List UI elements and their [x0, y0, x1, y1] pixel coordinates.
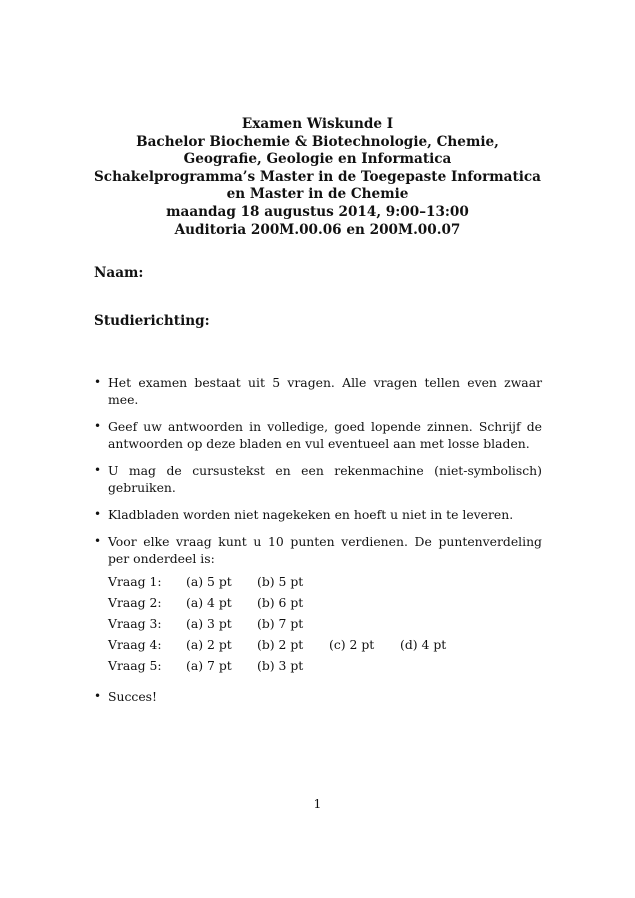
points-row [108, 573, 460, 594]
instructions-list [94, 374, 542, 715]
points-row [108, 615, 460, 636]
bullet-icon: • [94, 375, 102, 389]
header-line: maandag 18 augustus 2014, 9:00–13:00 [166, 203, 469, 220]
part-points [400, 573, 460, 594]
header-line: Auditoria 200M.00.06 en 200M.00.07 [174, 221, 461, 238]
bullet-icon: • [94, 463, 102, 477]
part-points [400, 657, 460, 678]
header-line: en Master in de Chemie [226, 186, 409, 203]
part-points [329, 615, 400, 636]
points-row [108, 657, 460, 678]
bullet-icon: • [94, 689, 102, 703]
points-row [108, 636, 460, 657]
points-table [108, 573, 460, 678]
instruction-item [94, 374, 542, 408]
part-points [329, 657, 400, 678]
part-points: (d) 4 pt [400, 637, 447, 652]
instruction-text: Kladbladen worden niet nagekeken en hoeft u niet in te leveren. [108, 507, 514, 522]
instruction-item [94, 418, 542, 452]
part-points [329, 573, 400, 594]
part-points: (b) 2 pt [257, 637, 304, 652]
part-points: (b) 3 pt [257, 658, 304, 673]
part-points: (a) 4 pt [186, 595, 232, 610]
part-points: (b) 5 pt [257, 574, 304, 589]
part-points: (a) 2 pt [186, 637, 232, 652]
part-points [400, 594, 460, 615]
part-points [329, 594, 400, 615]
bullet-icon: • [94, 419, 102, 433]
points-row [108, 594, 460, 615]
bullet-icon: • [94, 534, 102, 548]
part-points [400, 615, 460, 636]
instruction-text: Geef uw antwoorden in volledige, goed lopende zinnen. Schrijf de antwoorden op deze bladen en vul eventueel aan met losse bladen. [108, 419, 542, 451]
instruction-item [94, 533, 542, 678]
part-points: (a) 7 pt [186, 658, 232, 673]
part-points: (a) 5 pt [186, 574, 232, 589]
name-label: Naam: [94, 265, 144, 281]
page-number: 1 [313, 796, 322, 811]
instruction-item [94, 506, 542, 523]
question-label: Vraag 3: [108, 616, 162, 631]
part-points: (b) 7 pt [257, 616, 304, 631]
header-line: Geografie, Geologie en Informatica [183, 151, 452, 168]
question-label: Vraag 5: [108, 658, 162, 673]
exam-header [0, 116, 635, 239]
part-points: (a) 3 pt [186, 616, 232, 631]
part-points: (c) 2 pt [329, 637, 375, 652]
question-label: Vraag 4: [108, 637, 162, 652]
instruction-text: Voor elke vraag kunt u 10 punten verdienen. De puntenverdeling per onderdeel is: [108, 534, 542, 566]
study-program-label: Studierichting: [94, 313, 210, 329]
part-points: (b) 6 pt [257, 595, 304, 610]
instruction-text: U mag de cursustekst en een rekenmachine (niet-symbolisch) gebruiken. [108, 463, 542, 495]
header-line: Examen Wiskunde I [241, 116, 394, 132]
header-line: Bachelor Biochemie & Biotechnologie, Chemie, [136, 133, 499, 150]
instruction-text: Succes! [108, 689, 158, 704]
instruction-text: Het examen bestaat uit 5 vragen. Alle vragen tellen even zwaar mee. [108, 375, 542, 407]
question-label: Vraag 1: [108, 574, 162, 589]
header-line: Schakelprogramma’s Master in de Toegepaste Informatica [93, 168, 541, 185]
instruction-item [94, 462, 542, 496]
bullet-icon: • [94, 507, 102, 521]
instruction-item [94, 688, 542, 705]
question-label: Vraag 2: [108, 595, 162, 610]
